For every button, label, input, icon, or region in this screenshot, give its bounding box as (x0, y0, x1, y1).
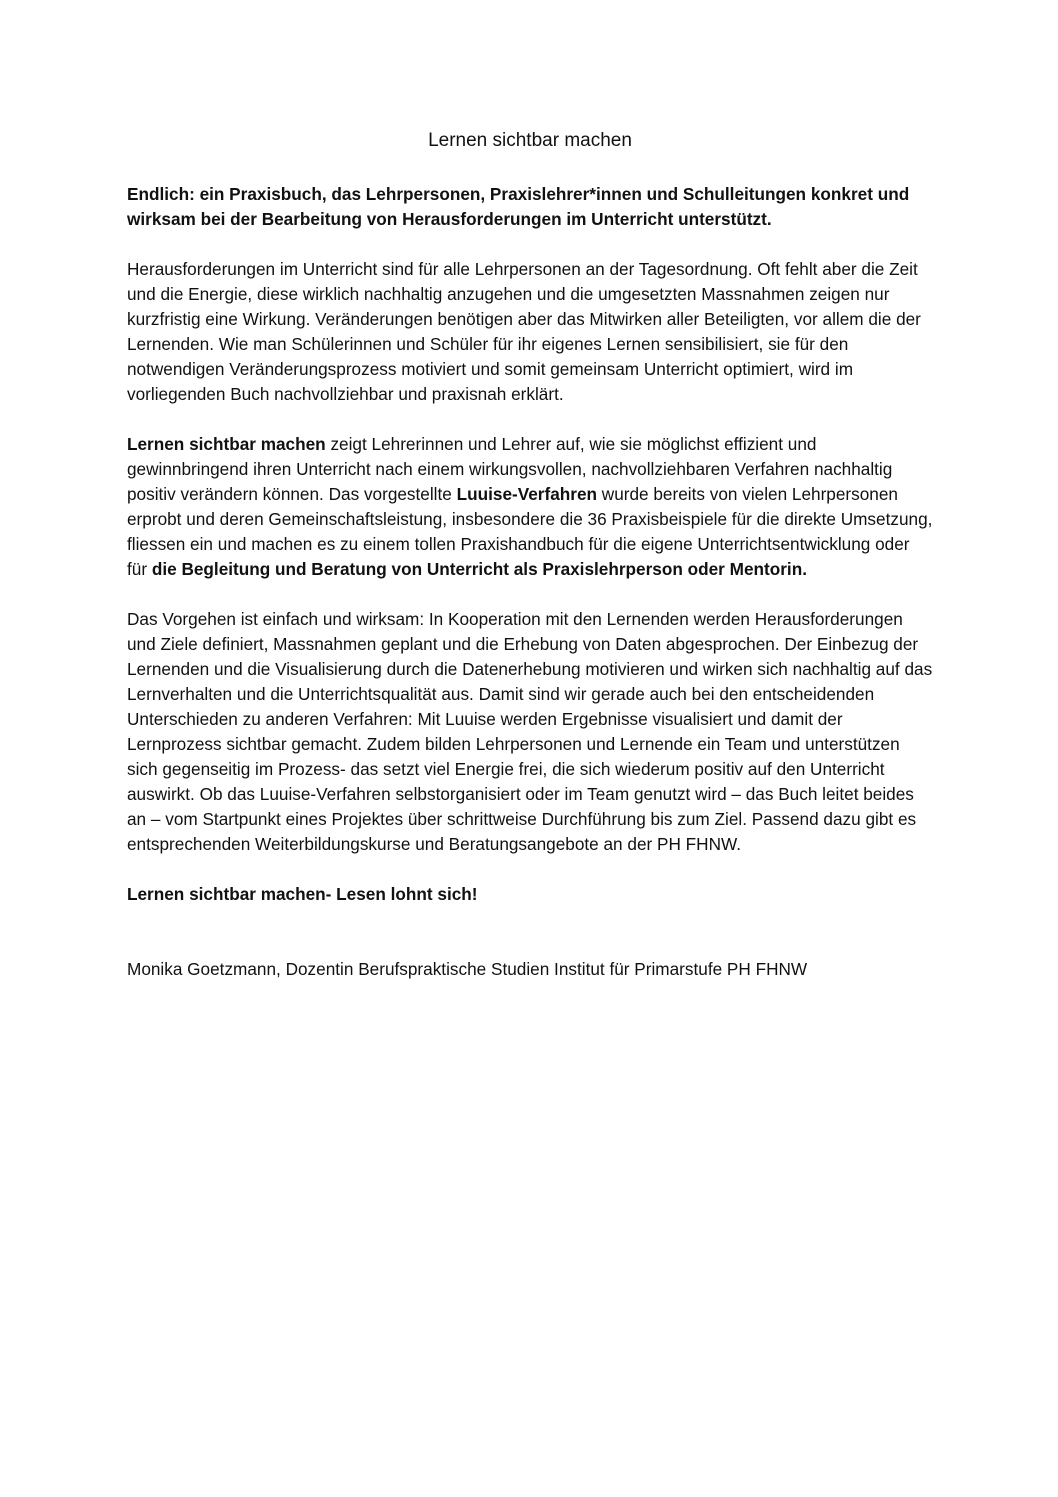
closing-statement: Lernen sichtbar machen- Lesen lohnt sich! (127, 884, 478, 904)
book-title-emphasis: Lernen sichtbar machen (127, 434, 326, 454)
method-name-emphasis: Luuise-Verfahren (456, 484, 598, 504)
paragraph-text: zeigt Lehrerinnen und Lehrer auf, wie sie möglichst effizient und gewinnbringend ihren Unterricht nach einem wirkungsvollen, nachvollziehbaren Verfahren nachhaltig positiv verändern können. Das vorgestellte (127, 434, 893, 504)
lead-paragraph: Endlich: ein Praxisbuch, das Lehrpersonen, Praxislehrer*innen und Schulleitungen konkret und wirksam bei der Bearbeitung von Herausforderungen im Unterricht unterstützt. (127, 184, 910, 229)
paragraph-procedure: Das Vorgehen ist einfach und wirksam: In Kooperation mit den Lernenden werden Herausforderungen und Ziele definiert, Massnahmen geplant und die Erhebung von Daten abgesprochen. Der Einbezug der Lernenden und die Visualisierung durch die Datenerhebung motivieren und wirken sich nachhaltig auf das Lernverhalten und die Unterrichtsqualität aus. Damit sind wir gerade auch bei den entscheidenden Unterschieden zu anderen Verfahren: Mit Luuise werden Ergebnisse visualisiert und damit der Lernprozess sichtbar gemacht. Zudem bilden Lehrpersonen und Lernende ein Team und unterstützen sich gegenseitig im Prozess- das setzt viel Energie frei, die sich wiederum positiv auf den Unterricht auswirkt. Ob das Luuise-Verfahren selbstorganisiert oder im Team genutzt wird – das Buch leitet beides an – vom Startpunkt eines Projektes über schrittweise Durchführung bis zum Ziel. Passend dazu gibt es entsprechenden Weiterbildungskurse und Beratungsangebote an der PH FHNW. (127, 609, 933, 854)
author-signature: Monika Goetzmann, Dozentin Berufspraktische Studien Institut für Primarstufe PH FHNW (127, 959, 808, 979)
audience-emphasis: die Begleitung und Beratung von Unterricht als Praxislehrperson oder Mentorin. (151, 559, 807, 579)
document-title: Lernen sichtbar machen (428, 130, 632, 151)
paragraph-text: wurde bereits von vielen Lehrpersonen erprobt und deren Gemeinschaftsleistung, insbesondere die 36 Praxisbeispiele für die direkte Umsetzung, fliessen ein und machen es zu einem tollen Praxishandbuch für die eigene Unterrichtsentwicklung oder für (127, 484, 933, 579)
paragraph-challenges: Herausforderungen im Unterricht sind für alle Lehrpersonen an der Tagesordnung. Oft fehlt aber die Zeit und die Energie, diese wirklich nachhaltig anzugehen und die umgesetzten Massnahmen zeigen nur kurzfristig eine Wirkung. Veränderungen benötigen aber das Mitwirken aller Beteiligten, vor allem die der Lernenden. Wie man Schülerinnen und Schüler für ihr eigenes Lernen sensibilisiert, sie für den notwendigen Veränderungsprozess motiviert und somit gemeinsam Unterricht optimiert, wird im vorliegenden Buch nachvollziehbar und praxisnah erklärt. (127, 259, 921, 404)
document-page (127, 128, 933, 982)
paragraph-book-overview (127, 432, 933, 582)
